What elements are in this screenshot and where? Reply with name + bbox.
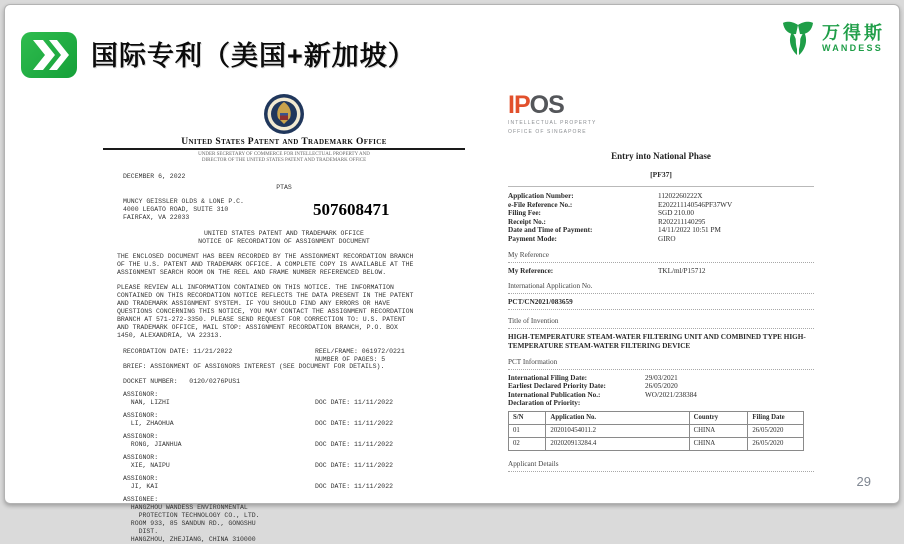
assignee-block: [101, 496, 467, 544]
ipos-letter: S: [548, 91, 564, 119]
uspto-document: [101, 91, 467, 543]
field-row: [508, 374, 814, 383]
field-value: GIRO: [658, 234, 676, 243]
addressee-line: FAIRFAX, VA 22033: [123, 214, 190, 221]
recordation-row: [101, 348, 467, 363]
declaration-of-priority-label: Declaration of Priority:: [508, 399, 581, 408]
wandess-logo: [780, 19, 885, 57]
divider-dotted: [508, 471, 814, 472]
addressee-line: 4000 LEGATO ROAD, SUITE 310: [123, 206, 229, 213]
table-row: [509, 425, 804, 438]
assignor-name: LI, ZHAOHUA: [123, 420, 174, 427]
cell-country: CHINA: [689, 425, 748, 438]
assignee-line: ROOM 933, 85 SANDUN RD., GONGSHU: [123, 520, 256, 527]
pct-fields: [508, 374, 814, 400]
ipos-letter: I: [508, 91, 514, 119]
form-code: [PF37]: [650, 170, 672, 179]
field-label: Filing Fee:: [508, 209, 541, 218]
assignor-block: [101, 475, 467, 491]
priority-table: [508, 411, 804, 451]
chevron-glyphs: [29, 40, 69, 70]
recordation-number: 507608471: [313, 200, 390, 219]
field-value: 11202260222X: [658, 192, 703, 200]
assignor-label: ASSIGNOR:: [123, 391, 159, 398]
ipos-tagline-2: OFFICE OF SINGAPORE: [508, 128, 587, 135]
number-of-pages: NUMBER OF PAGES: 5: [315, 356, 386, 363]
assignee-label: ASSIGNEE:: [123, 496, 159, 503]
divider-dotted: [508, 309, 814, 310]
page-title: 国际专利（美国+新加坡）: [91, 41, 416, 71]
field-label: My Reference:: [508, 266, 554, 275]
assignee-line: DIST.: [123, 528, 159, 535]
col-header-country: Country: [689, 412, 748, 425]
field-label: International Filing Date:: [508, 373, 588, 382]
field-value: SGD 210.00: [658, 209, 694, 218]
pct-number: PCT/CN2021/083659: [508, 298, 573, 307]
field-label: Date and Time of Payment:: [508, 226, 593, 235]
notice-title-2: NOTICE OF RECORDATION OF ASSIGNMENT DOCUMENT: [198, 238, 370, 245]
divider-dotted: [508, 293, 814, 294]
section-applicant-details: Applicant Details: [508, 460, 559, 469]
field-row: [508, 226, 814, 235]
field-label: e-File Reference No.:: [508, 200, 573, 209]
uspto-office-name: United States Patent and Trademark Office: [181, 137, 387, 147]
ipos-wordmark: [508, 93, 814, 118]
cell-app-no: 202010454011.2: [546, 425, 689, 438]
ipos-tagline-1: INTELLECTUAL PROPERTY: [508, 120, 597, 126]
field-label: International Publication No.:: [508, 390, 601, 399]
notice-title-1: UNITED STATES PATENT AND TRADEMARK OFFICE: [204, 230, 364, 237]
assignor-label: ASSIGNOR:: [123, 454, 159, 461]
doc-date: DOC DATE: 11/11/2022: [315, 441, 394, 448]
ipos-logo: [508, 93, 814, 135]
doc-date: DOC DATE: 11/11/2022: [315, 399, 394, 406]
assignor-label: ASSIGNOR:: [123, 475, 159, 482]
slide-canvas: [4, 4, 900, 543]
ipos-letter: P: [513, 91, 530, 119]
assignee-line: HANGZHOU WANDESS ENVIRONMENTAL: [123, 504, 248, 511]
field-row: [508, 382, 814, 391]
field-value: 26/05/2020: [645, 382, 678, 391]
document-title: Entry into National Phase: [611, 151, 711, 161]
col-header-filing-date: Filing Date: [748, 412, 804, 425]
table-row: [509, 438, 804, 451]
col-header-sn: S/N: [509, 412, 546, 425]
doc-date: DOC DATE: 11/11/2022: [315, 420, 394, 427]
field-value: 29/03/2021: [645, 373, 678, 382]
my-reference-row: [508, 267, 814, 276]
assignee-line: HANGZHOU, ZHEJIANG, CHINA 310000: [123, 536, 256, 543]
doc-date: DOC DATE: 11/11/2022: [315, 462, 394, 469]
section-title-of-invention: Title of Invention: [508, 316, 559, 325]
double-chevron-icon: [21, 32, 77, 78]
ptas-code: PTAS: [276, 184, 292, 191]
divider: [508, 186, 814, 187]
field-row: [508, 201, 814, 210]
field-label: Earliest Declared Priority Date:: [508, 382, 606, 391]
wandess-leaf-icon: [780, 19, 816, 57]
assignee-line: PROTECTION TECHNOLOGY CO., LTD.: [123, 512, 260, 519]
assignor-label: ASSIGNOR:: [123, 412, 159, 419]
assignor-block: [101, 412, 467, 428]
field-value: 14/11/2022 10:51 PM: [658, 226, 721, 235]
assignor-label: ASSIGNOR:: [123, 433, 159, 440]
ipos-letter: O: [529, 91, 549, 119]
cell-app-no: 202020913284.4: [546, 438, 689, 451]
field-value: E202211140546PF37WV: [658, 200, 733, 209]
divider-dotted: [508, 369, 814, 370]
assignor-name: RONG, JIANHUA: [123, 441, 182, 448]
field-row: [508, 235, 814, 244]
field-row: [508, 192, 814, 201]
header-rule: [103, 148, 465, 150]
field-value: TKL/ml/P15712: [658, 266, 706, 275]
field-label: Receipt No.:: [508, 217, 546, 226]
ipos-document: [508, 93, 814, 493]
field-row: [508, 209, 814, 218]
letter-date: DECEMBER 6, 2022: [123, 173, 186, 180]
notice-paragraph-1: THE ENCLOSED DOCUMENT HAS BEEN RECORDED BY THE ASSIGNMENT RECORDATION BRANCH OF THE U.S. PATENT AND TRADEMARK OFFICE. A COMPLETE COPY IS AVAILABLE AT THE ASSIGNMENT SEARCH ROOM ON THE REEL AND FRAME NUMBER REFERENCED BELOW.: [117, 253, 414, 276]
field-row: [508, 218, 814, 227]
brand-name-en: WANDESS: [822, 42, 883, 53]
field-row: [508, 391, 814, 400]
table-header-row: [509, 412, 804, 425]
invention-title: HIGH-TEMPERATURE STEAM-WATER FILTERING UNIT AND COMBINED TYPE HIGH-TEMPERATURE STEAM-WATER FILTERING DEVICE: [508, 332, 806, 350]
addressee-line: MUNCY GEISSLER OLDS & LONE P.C.: [123, 198, 244, 205]
docket-number: DOCKET NUMBER: 0120/0276PUS1: [123, 378, 241, 385]
addressee-block: [101, 198, 467, 222]
assignor-block: [101, 391, 467, 407]
cell-country: CHINA: [689, 438, 748, 451]
divider-dotted: [508, 262, 814, 263]
assignor-name: NAN, LIZHI: [123, 399, 170, 406]
assignor-block: [101, 454, 467, 470]
col-header-app: Application No.: [546, 412, 689, 425]
assignor-name: XIE, NAIPU: [123, 462, 170, 469]
cell-filing-date: 26/05/2020: [748, 438, 804, 451]
reel-frame-block: [315, 348, 405, 364]
brand-name-cn: 万得斯: [822, 22, 885, 43]
doc-date: DOC DATE: 11/11/2022: [315, 483, 394, 490]
reel-frame: REEL/FRAME: 061972/0221: [315, 348, 405, 355]
notice-paragraph-2: PLEASE REVIEW ALL INFORMATION CONTAINED ON THIS NOTICE. THE INFORMATION CONTAINED ON THIS RECORDATION NOTICE REFLECTS THE DATA PRESENT IN THE PATENT AND TRADEMARK ASSIGNMENT SYSTEM. IF YOU SHOULD FIND ANY ERRORS OR HAVE QUESTIONS CONCERNING THIS NOTICE, YOU MAY CONTACT THE ASSIGNMENT RECORDATION BRANCH AT 571-272-3350. PLEASE SEND REQUEST FOR CORRECTION TO: U.S. PATENT AND TRADEMARK OFFICE, MAIL STOP: ASSIGNMENT RECORDATION BRANCH, P.O. BOX 1450, ALEXANDRIA, VA 22313.: [117, 284, 414, 339]
field-label: Application Number:: [508, 192, 574, 200]
page-number: 29: [856, 474, 871, 489]
field-label: Payment Mode:: [508, 234, 557, 243]
brief-line: BRIEF: ASSIGNMENT OF ASSIGNORS INTEREST (SEE DOCUMENT FOR DETAILS).: [123, 363, 385, 370]
section-intl-application: International Application No.: [508, 282, 593, 291]
uspto-subtitle-2: DIRECTOR OF THE UNITED STATES PATENT AND TRADEMARK OFFICE: [201, 158, 367, 163]
field-value: R202211140295: [658, 217, 706, 226]
section-my-reference: My Reference: [508, 250, 549, 259]
uspto-subtitle-1: UNDER SECRETARY OF COMMERCE FOR INTELLECTUAL PROPERTY AND: [198, 152, 370, 157]
recordation-date: RECORDATION DATE: 11/21/2022: [123, 348, 233, 355]
payment-fields: [508, 192, 814, 244]
assignor-block: [101, 433, 467, 449]
uspto-seal: [263, 93, 305, 135]
cell-sn: 01: [509, 425, 546, 438]
section-pct-information: PCT Information: [508, 357, 558, 366]
assignor-name: JI, KAI: [123, 483, 159, 490]
divider-dotted: [508, 328, 814, 329]
field-value: WO/2021/238384: [645, 390, 697, 399]
cell-filing-date: 26/05/2020: [748, 425, 804, 438]
cell-sn: 02: [509, 438, 546, 451]
